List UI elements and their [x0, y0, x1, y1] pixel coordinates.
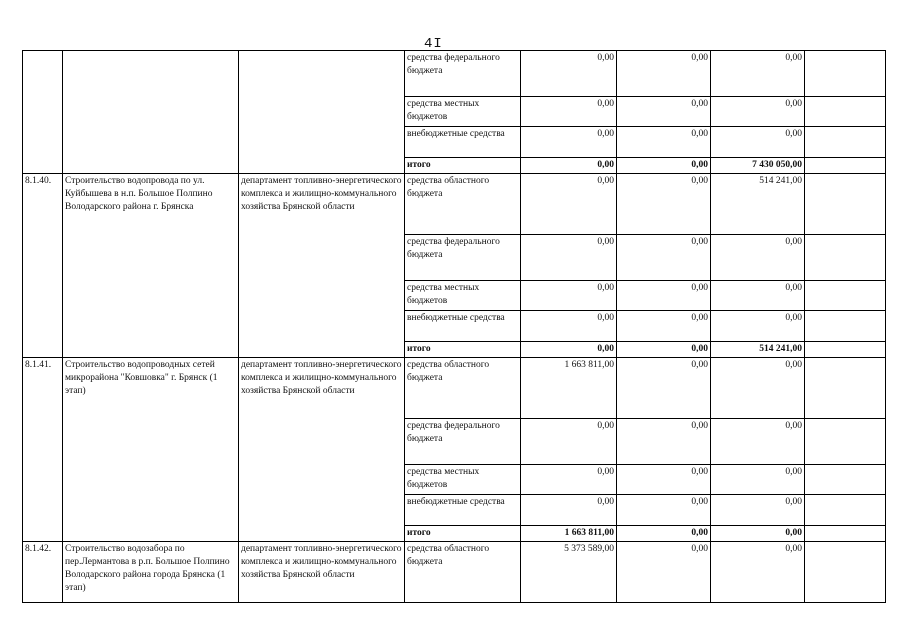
value-cell: 0,00	[617, 419, 711, 465]
empty-cell	[805, 495, 886, 526]
item-executor: департамент топливно-энергетического комплекса и жилищно-коммунального хозяйства Брянской области	[239, 542, 405, 603]
source-cell: средства федерального бюджета	[405, 419, 521, 465]
item-code: 8.1.40.	[23, 174, 63, 358]
value-cell: 0,00	[617, 235, 711, 281]
value-cell: 0,00	[617, 127, 711, 158]
source-cell: средства местных бюджетов	[405, 465, 521, 495]
code-cell	[23, 51, 63, 174]
value-cell: 0,00	[617, 526, 711, 542]
empty-cell	[805, 235, 886, 281]
item-code: 8.1.41.	[23, 358, 63, 542]
budget-table	[22, 50, 886, 603]
source-cell: средства федерального бюджета	[405, 235, 521, 281]
empty-cell	[805, 158, 886, 174]
source-cell: итого	[405, 342, 521, 358]
item-name: Строительство водозабора по пер.Лермантова в р.п. Большое Полпино Володарского района города Брянска (1 этап)	[63, 542, 239, 603]
name-cell	[63, 51, 239, 174]
item-executor: департамент топливно-энергетического комплекса и жилищно-коммунального хозяйства Брянской области	[239, 174, 405, 358]
value-cell: 7 430 050,00	[711, 158, 805, 174]
value-cell: 1 663 811,00	[521, 526, 617, 542]
value-cell: 0,00	[617, 495, 711, 526]
page-number: 4I	[424, 36, 443, 52]
value-cell: 0,00	[617, 358, 711, 419]
value-cell: 0,00	[617, 311, 711, 342]
item-name: Строительство водопроводных сетей микрорайона "Ковшовка" г. Брянск (1 этап)	[63, 358, 239, 542]
value-cell: 0,00	[521, 158, 617, 174]
value-cell: 0,00	[711, 127, 805, 158]
value-cell: 0,00	[617, 342, 711, 358]
value-cell: 0,00	[711, 311, 805, 342]
source-cell: внебюджетные средства	[405, 127, 521, 158]
value-cell: 0,00	[617, 465, 711, 495]
empty-cell	[805, 419, 886, 465]
source-cell: итого	[405, 158, 521, 174]
item-name: Строительство водопровода по ул. Куйбышева в н.п. Большое Полпино Володарского района г. Брянска	[63, 174, 239, 358]
value-cell: 0,00	[521, 342, 617, 358]
value-cell: 0,00	[617, 51, 711, 97]
empty-cell	[805, 127, 886, 158]
table-row	[23, 542, 886, 603]
source-cell: итого	[405, 526, 521, 542]
value-cell: 0,00	[711, 358, 805, 419]
empty-cell	[805, 281, 886, 311]
source-cell: средства федерального бюджета	[405, 51, 521, 97]
value-cell: 0,00	[521, 174, 617, 235]
value-cell: 0,00	[711, 235, 805, 281]
empty-cell	[805, 526, 886, 542]
empty-cell	[805, 51, 886, 97]
source-cell: средства областного бюджета	[405, 174, 521, 235]
executor-cell	[239, 51, 405, 174]
source-cell: внебюджетные средства	[405, 495, 521, 526]
source-cell: средства областного бюджета	[405, 542, 521, 603]
value-cell: 0,00	[521, 97, 617, 127]
value-cell: 0,00	[617, 542, 711, 603]
value-cell: 0,00	[711, 465, 805, 495]
value-cell: 514 241,00	[711, 342, 805, 358]
value-cell: 0,00	[521, 465, 617, 495]
empty-cell	[805, 465, 886, 495]
empty-cell	[805, 542, 886, 603]
empty-cell	[805, 311, 886, 342]
value-cell: 0,00	[617, 281, 711, 311]
value-cell: 0,00	[711, 495, 805, 526]
empty-cell	[805, 342, 886, 358]
value-cell: 0,00	[617, 97, 711, 127]
value-cell: 0,00	[521, 495, 617, 526]
value-cell: 1 663 811,00	[521, 358, 617, 419]
table-row	[23, 51, 886, 97]
value-cell: 0,00	[521, 235, 617, 281]
value-cell: 0,00	[521, 311, 617, 342]
source-cell: внебюджетные средства	[405, 311, 521, 342]
value-cell: 0,00	[521, 281, 617, 311]
item-executor: департамент топливно-энергетического комплекса и жилищно-коммунального хозяйства Брянской области	[239, 358, 405, 542]
item-code: 8.1.42.	[23, 542, 63, 603]
source-cell: средства местных бюджетов	[405, 97, 521, 127]
value-cell: 0,00	[521, 51, 617, 97]
value-cell: 0,00	[617, 158, 711, 174]
empty-cell	[805, 97, 886, 127]
value-cell: 0,00	[617, 174, 711, 235]
source-cell: средства областного бюджета	[405, 358, 521, 419]
value-cell: 5 373 589,00	[521, 542, 617, 603]
value-cell: 0,00	[711, 51, 805, 97]
source-cell: средства местных бюджетов	[405, 281, 521, 311]
value-cell: 0,00	[711, 97, 805, 127]
empty-cell	[805, 358, 886, 419]
value-cell: 0,00	[711, 419, 805, 465]
value-cell: 0,00	[521, 419, 617, 465]
value-cell: 0,00	[711, 542, 805, 603]
table-row	[23, 174, 886, 235]
value-cell: 514 241,00	[711, 174, 805, 235]
value-cell: 0,00	[711, 526, 805, 542]
table-row	[23, 358, 886, 419]
empty-cell	[805, 174, 886, 235]
value-cell: 0,00	[711, 281, 805, 311]
value-cell: 0,00	[521, 127, 617, 158]
